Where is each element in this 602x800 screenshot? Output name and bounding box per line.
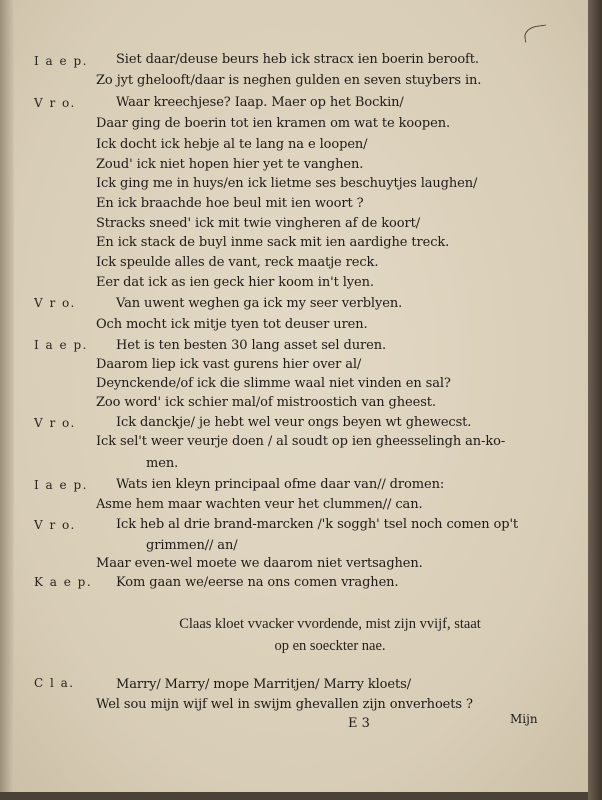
verse-line: Ick heb al drie brand-marcken /'k soggh' tsel noch comen op't [116,517,519,532]
verse-line: En ick stack de buyl inme sack mit ien aardighe treck. [96,235,450,250]
page-edge-shadow [588,0,602,800]
verse-line: Deynckende/of ick die slimme waal niet vinden en sal? [96,376,451,391]
verse-line: Ick speulde alles de vant, reck maatje reck. [96,255,379,270]
stage-direction: op en soeckter nae. [274,638,386,654]
verse-line: Wel sou mijn wijf wel in swijm ghevallen zijn onverhoets ? [96,697,473,712]
verse-line: Siet daar/deuse beurs heb ick stracx ien boerin berooft. [116,52,479,67]
verse-line: Daarom liep ick vast gurens hier over al/ [96,357,362,372]
signature-mark: E 3 [348,716,370,731]
speaker-label: I a e p. [34,478,88,492]
verse-line: Zoo word' ick schier mal/of mistroostich van gheest. [96,395,436,410]
verse-line: Och mocht ick mitje tyen tot deuser uren. [96,317,368,332]
speaker-label: K a e p. [34,575,93,589]
verse-line: Ick docht ick hebje al te lang na e loopen/ [96,137,368,152]
verse-line: Waar kreechjese? Iaap. Maer op het Bockin/ [116,95,404,110]
verse-line: Ick ging me in huys/en ick lietme ses beschuytjes laughen/ [96,176,478,191]
ink-mark [523,24,548,42]
speaker-label: V r o. [34,296,76,310]
speaker-label: V r o. [34,518,76,532]
verse-line: Asme hem maar wachten veur het clummen// can. [96,497,423,512]
stage-direction: Claas kloet vvacker vvordende, mist zijn vvijf, staat [179,616,481,632]
verse-line: Kom gaan we/eerse na ons comen vraghen. [116,575,399,590]
verse-line: Maar even-wel moete we daarom niet vertsaghen. [96,556,423,571]
verse-line: Ick danckje/ je hebt wel veur ongs beyen wt ghewecst. [116,415,472,430]
verse-line: men. [146,456,179,471]
verse-line: En ick braachde hoe beul mit ien woort ? [96,196,364,211]
verse-line: Zo jyt ghelooft/daar is neghen gulden en seven stuybers in. [96,73,482,88]
verse-line: Het is ten besten 30 lang asset sel duren. [116,338,386,353]
speaker-label: I a e p. [34,338,88,352]
verse-line: Van uwent weghen ga ick my seer verblyen. [116,296,403,311]
verse-line: Stracks sneed' ick mit twie vingheren af de koort/ [96,216,421,231]
page-spine-shadow [0,0,14,792]
verse-line: Zoud' ick niet hopen hier yet te vanghen. [96,157,364,172]
speaker-label: V r o. [34,96,76,110]
speaker-label: I a e p. [34,54,88,68]
catchword: Mijn [510,712,538,726]
verse-line: Wats ien kleyn principaal ofme daar van// dromen: [116,477,445,492]
verse-line: Marry/ Marry/ mope Marritjen/ Marry kloets/ [116,677,411,692]
verse-line: grimmen// an/ [146,538,238,553]
speaker-label: C l a. [34,676,75,690]
speaker-label: V r o. [34,416,76,430]
verse-line: Daar ging de boerin tot ien kramen om wat te koopen. [96,116,450,131]
verse-line: Eer dat ick as ien geck hier koom in't lyen. [96,275,374,290]
verse-line: Ick sel't weer veurje doen / al soudt op ien gheesselingh an-ko- [96,434,506,449]
